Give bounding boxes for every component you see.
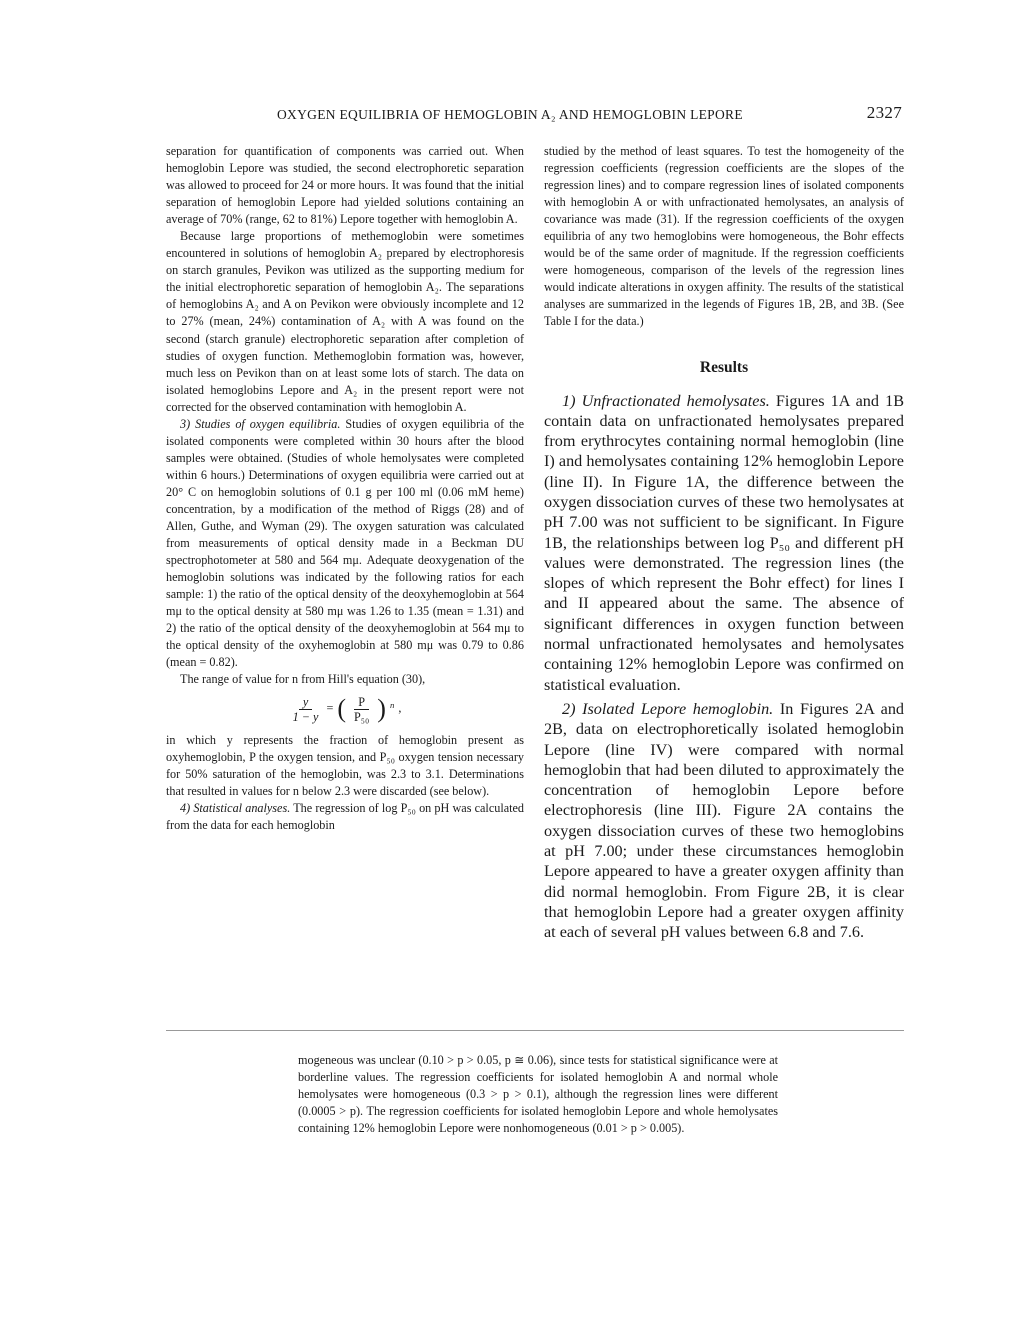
equation-numerator: y bbox=[299, 695, 312, 710]
equation-denominator: 1 − y bbox=[292, 709, 319, 724]
running-title: OXYGEN EQUILIBRIA OF HEMOGLOBIN A₂ AND HEMOGLOBIN LEPORE bbox=[277, 107, 743, 122]
right-column bbox=[544, 143, 904, 943]
paragraph bbox=[166, 800, 524, 834]
right-paren: ) bbox=[377, 694, 386, 723]
equation-comma: , bbox=[398, 701, 402, 716]
page-number: 2327 bbox=[866, 103, 902, 122]
paragraph bbox=[544, 391, 904, 695]
left-paren: ( bbox=[337, 694, 346, 723]
paragraph-text: The regression of log P₅₀ on pH was calculated from the data for each hemoglobin bbox=[166, 800, 525, 832]
equation-denominator: P₅₀ bbox=[353, 709, 370, 724]
left-column bbox=[166, 143, 524, 834]
paragraph bbox=[544, 699, 904, 943]
equation-numerator: P bbox=[354, 695, 369, 710]
footnote: mogeneous was unclear (0.10 > p > 0.05, p ≅ 0.06), since tests for statistical significance were at borderline values. The regression coefficients for isolated hemoglobin A and normal whole hemolysates were homogeneous (0.3 > p > 0.1), although the regression lines were different (0.0005 > p). The regression coefficients for isolated hemoglobin Lepore and whole hemolysates containing 12% hemoglobin Lepore were nonhomogeneous (0.01 > p > 0.005). bbox=[298, 1053, 778, 1136]
subsection-heading: 3) Studies of oxygen equilibria. bbox=[180, 416, 341, 431]
equation-equals: = bbox=[326, 701, 334, 716]
paragraph-text: In Figures 2A and 2B, data on electrophoretically isolated hemoglobin Lepore (line IV) were compared with normal hemoglobin that had been diluted to approximately the concentration of hemoglobin Lepore before electrophoresis (line III). Figure 2A contains the oxygen dissociation curves of these two hemoglobins at pH 7.00; under these circumstances hemoglobin Lepore appeared to have a greater oxygen affinity than did normal hemoglobin. From Figure 2B, it is clear that hemoglobin Lepore had a greater oxygen affinity at each of several pH values between 6.8 and 7.6. bbox=[544, 699, 905, 942]
paragraph: separation for quantification of components was carried out. When hemoglobin Lepore was studied, the second electrophoretic separation was allowed to proceed for 24 or more hours. It was found that the initial separation of hemoglobin Lepore had yielded solutions containing an average of 70% (range, 62 to 81%) Lepore together with hemoglobin A. bbox=[166, 144, 524, 227]
section-heading-results: Results bbox=[699, 358, 749, 376]
equation-exponent: n bbox=[389, 699, 395, 710]
equation-fraction-left bbox=[289, 695, 323, 724]
paragraph: The range of value for n from Hill's equation (30), bbox=[180, 672, 426, 687]
paragraph-text: Studies of oxygen equilibria of the isolated components were completed within 30 hours after the blood samples were obtained. (Studies of whole hemolysates were completed within 6 hours.) Determinations of oxygen equilibria were carried out at 20° C on hemoglobin solutions of 0.1 g per 100 ml (0.06 mM heme) concentration, by a modification of the method of Riggs (28) and of Allen, Guthe, and Wyman (29). The oxygen saturation was calculated from measurements of optical density made in a Beckman DU spectrophotometer at 580 and 564 mμ. Adequate deoxygenation of the hemoglobin solutions was indicated by the following ratios for each sample: 1) the ratio of the optical density of the deoxyhemoglobin at 564 mμ to the optical density at 580 mμ was 1.26 to 1.35 (mean = 1.31) and 2) the ratio of the optical density of the deoxyhemoglobin at 564 mμ to the optical density of the oxyhemoglobin at 580 mμ was 0.79 to 0.86 (mean = 0.82). bbox=[166, 416, 525, 670]
hill-equation bbox=[166, 695, 524, 724]
paragraph: studied by the method of least squares. To test the homogeneity of the regression coefficients (regression coefficients are the slopes of the regression lines) and to compare regression lines of isolated components with hemoglobin A or with unfractionated hemolysates, an analysis of covariance was made (31). If the regression coefficients of the oxygen equilibria of any two hemoglobins were homogeneous, the Bohr effects would be of the same order of magnitude. If the regression coefficients were homogeneous, comparison of the levels of the regression lines would indicate alterations in oxygen affinity. The results of the statistical analyses are summarized in the legends of Figures 1B, 2B, and 3B. (See Table I for the data.) bbox=[544, 144, 904, 329]
equation-fraction-right bbox=[350, 695, 373, 724]
paragraph bbox=[166, 416, 524, 672]
paragraph: Because large proportions of methemoglobin were sometimes encountered in solutions of hemoglobin A₂ prepared by electrophoresis on starch granules, Pevikon was utilized as the supporting medium for the initial electrophoretic separation of hemoglobin A₂. The separations of hemoglobins A₂ and A on Pevikon were obviously incomplete and 12 to 27% (mean, 24%) contamination of A₂ with A was found on the second (starch granule) electrophoretic separation after completion of studies of oxygen function. Methemoglobin formation was, however, much less on Pevikon than on at least some lots of starch. The data on isolated hemoglobins Lepore and A₂ in the present report were not corrected for the observed contamination with hemoglobin A. bbox=[166, 229, 524, 414]
paragraph: in which y represents the fraction of hemoglobin present as oxyhemoglobin, P the oxygen tension, and P₅₀ oxygen tension necessary for 50% saturation of the hemoglobin, was 2.3 to 3.1. Determinations that resulted in values for n below 2.3 were discarded (see below). bbox=[166, 732, 524, 798]
subsection-heading: 1) Unfractionated hemolysates. bbox=[562, 391, 770, 410]
subsection-heading: 4) Statistical analyses. bbox=[180, 800, 291, 815]
subsection-heading: 2) Isolated Lepore hemoglobin. bbox=[562, 699, 774, 718]
paragraph-text: Figures 1A and 1B contain data on unfractionated hemolysates prepared from erythrocytes containing normal hemoglobin (line I) and hemolysates containing 12% hemoglobin Lepore (line II). In Figure 1A, the difference between the oxygen dissociation curves of these two hemolysates at pH 7.00 was not sufficient to be significant. In Figure 1B, the relationships between log P₅₀ and different pH values were demonstrated. The regression lines (the slopes of which represent the Bohr effect) for lines I and II appeared about the same. The absence of significant differences in oxygen function between normal unfractionated hemolysates and hemolysates containing 12% hemoglobin Lepore was confirmed on statistical evaluation. bbox=[544, 391, 905, 694]
footnote-rule bbox=[166, 1030, 904, 1031]
